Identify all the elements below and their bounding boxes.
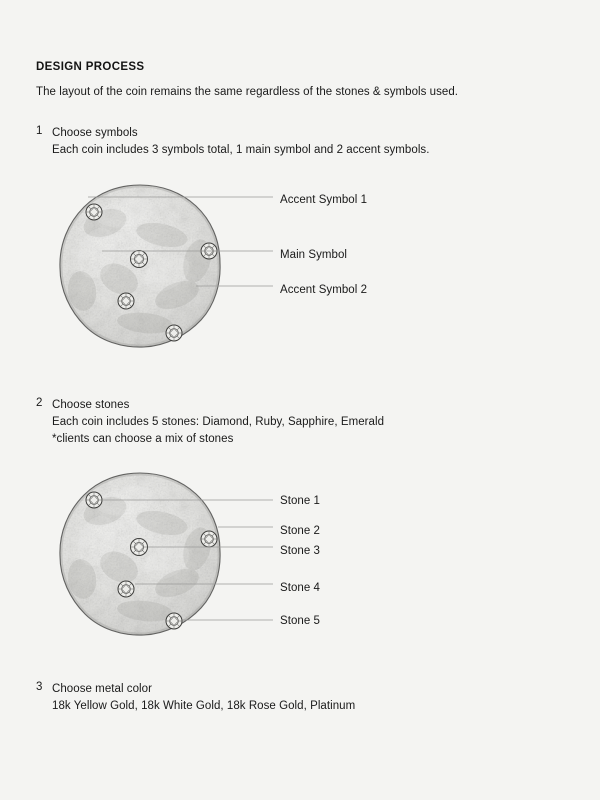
coin-illustration-symbols xyxy=(57,183,223,349)
step-3-number: 3 xyxy=(36,681,43,693)
step-2-title: Choose stones xyxy=(52,399,130,411)
step-1 xyxy=(36,125,429,159)
step-2-detail-1: Each coin includes 5 stones: Diamond, Ruby, Sapphire, Emerald xyxy=(52,416,385,428)
step-3-detail-1: 18k Yellow Gold, 18k White Gold, 18k Rose Gold, Platinum xyxy=(52,700,356,712)
label-stone-1: Stone 1 xyxy=(280,495,320,507)
label-stone-3: Stone 3 xyxy=(280,545,320,557)
coin-svg xyxy=(57,471,223,637)
label-accent-symbol-1: Accent Symbol 1 xyxy=(280,194,368,206)
step-1-number: 1 xyxy=(36,125,43,137)
label-stone-4: Stone 4 xyxy=(280,582,320,594)
step-1-title: Choose symbols xyxy=(52,127,138,139)
label-stone-5: Stone 5 xyxy=(280,615,320,627)
step-3-title: Choose metal color xyxy=(52,683,152,695)
step-1-detail-1: Each coin includes 3 symbols total, 1 main symbol and 2 accent symbols. xyxy=(52,144,430,156)
step-2 xyxy=(36,397,384,448)
step-2-detail-2: *clients can choose a mix of stones xyxy=(52,433,234,445)
step-2-number: 2 xyxy=(36,397,43,409)
step-3 xyxy=(36,681,355,715)
coin-illustration-stones xyxy=(57,471,223,637)
coin-svg xyxy=(57,183,223,349)
label-stone-2: Stone 2 xyxy=(280,525,320,537)
label-accent-symbol-2: Accent Symbol 2 xyxy=(280,284,368,296)
label-main-symbol: Main Symbol xyxy=(280,249,348,261)
page-title: DESIGN PROCESS xyxy=(36,61,145,73)
symbols-diagram xyxy=(0,183,600,348)
intro-text: The layout of the coin remains the same regardless of the stones & symbols used. xyxy=(36,86,459,98)
